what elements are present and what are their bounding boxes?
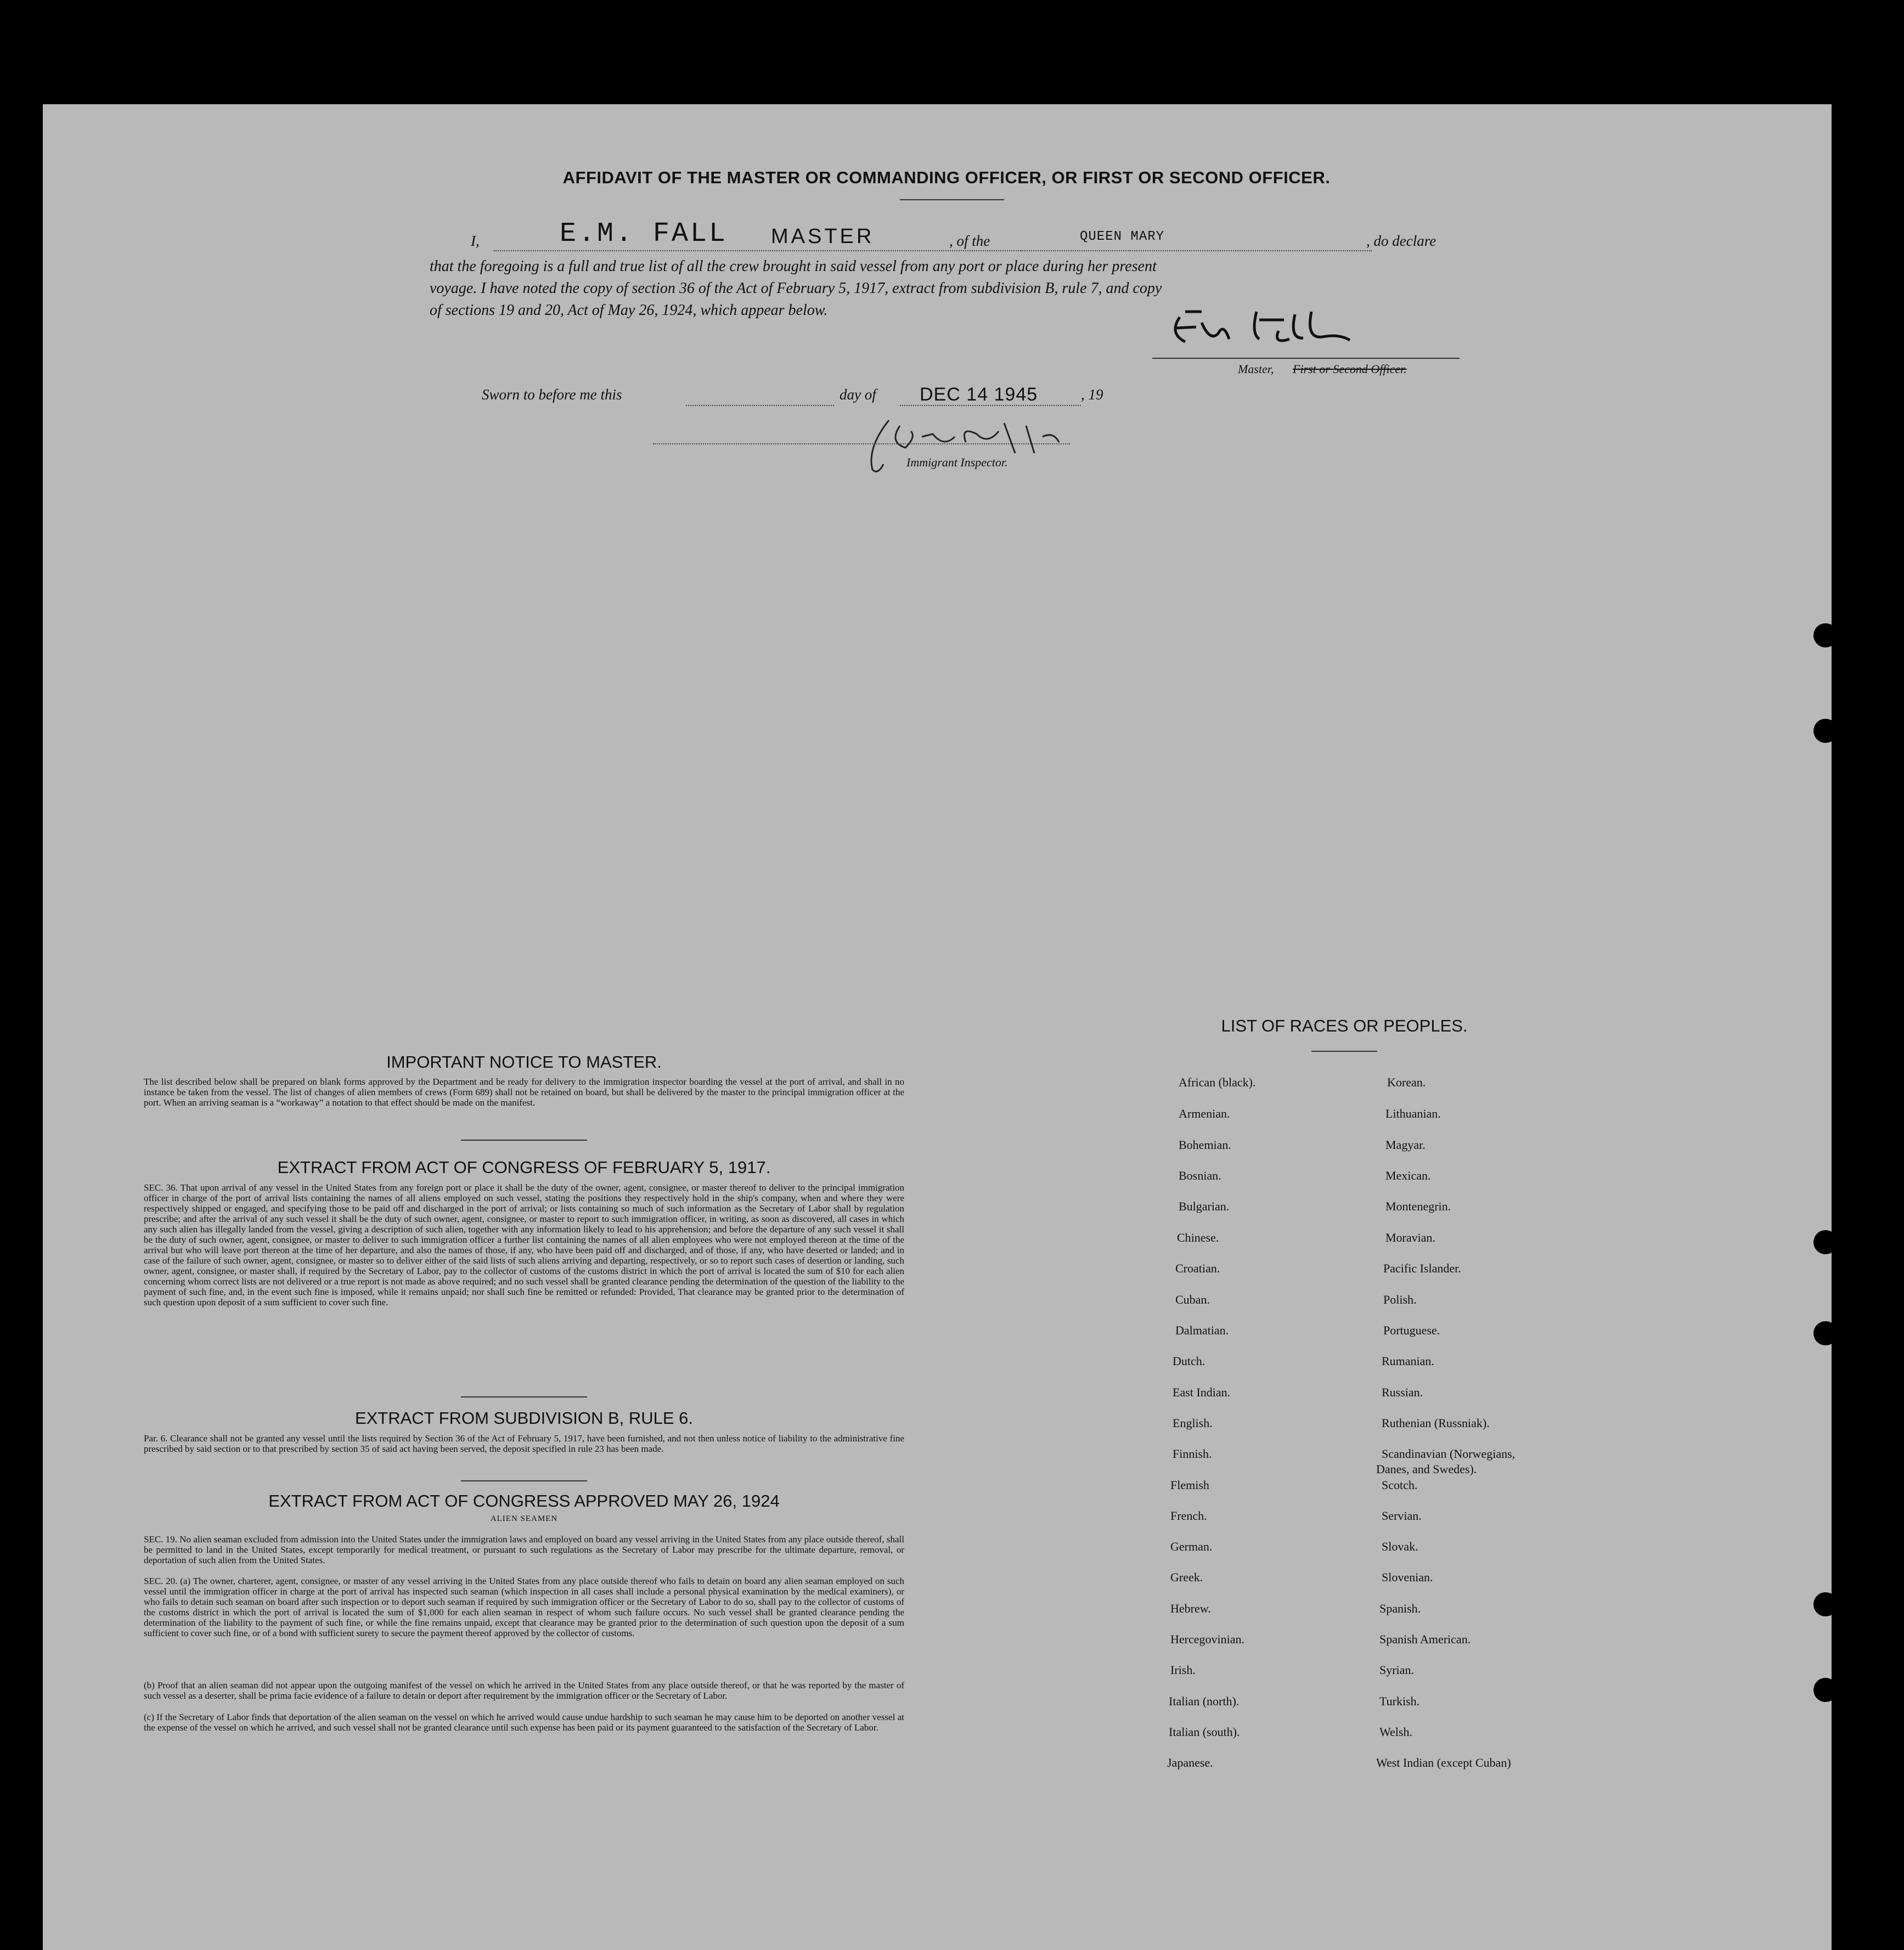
document-sheet bbox=[43, 104, 1832, 1950]
race-item: Portuguese. bbox=[1383, 1323, 1440, 1337]
extract-1917-title: EXTRACT FROM ACT OF CONGRESS OF FEBRUARY 5, 1917. bbox=[277, 1158, 771, 1177]
do-declare-label: , do declare bbox=[1366, 233, 1437, 249]
race-item: Flemish bbox=[1170, 1478, 1209, 1492]
race-item: Italian (south). bbox=[1169, 1725, 1240, 1739]
race-right-continuation: Danes, and Swedes). bbox=[1376, 1462, 1477, 1476]
race-item: French. bbox=[1170, 1509, 1207, 1523]
vessel-name: QUEEN MARY bbox=[1080, 229, 1165, 244]
race-item: Italian (north). bbox=[1169, 1694, 1240, 1708]
binder-hole bbox=[1813, 1321, 1838, 1345]
race-item: Spanish. bbox=[1379, 1602, 1421, 1615]
race-item: Turkish. bbox=[1379, 1694, 1420, 1708]
affidavit-heading: AFFIDAVIT OF THE MASTER OR COMMANDING OFFICER, OR FIRST OR SECOND OFFICER. bbox=[562, 168, 1331, 187]
race-item: Finnish. bbox=[1173, 1447, 1212, 1461]
race-item: Moravian. bbox=[1385, 1231, 1436, 1244]
binder-hole bbox=[1832, 259, 1856, 283]
master-name: E.M. FALL bbox=[560, 218, 728, 250]
race-item: Russian. bbox=[1382, 1385, 1423, 1399]
race-item: Rumanian. bbox=[1382, 1354, 1434, 1368]
of-the-label: , of the bbox=[949, 233, 990, 249]
race-item: Welsh. bbox=[1379, 1725, 1412, 1739]
officer-struck: First or Second Officer. bbox=[1293, 362, 1407, 376]
race-item: Mexican. bbox=[1385, 1169, 1431, 1182]
race-item: East Indian. bbox=[1173, 1385, 1231, 1399]
race-item: Montenegrin. bbox=[1385, 1199, 1451, 1213]
extract-1924-sec20a: SEC. 20. (a) The owner, charterer, agent, consignee, or master of any vessel arriving in the United States from any place outside thereof who fails to detain on board any alien seaman employed on such vessel until the immigration officer in charge at the port of arrival has inspected such seaman (which inspection in all cases shall include a personal physical examination by the medical examiners), or who fails to detain such seaman on board after such inspection or to deport such seaman if required by such immigration officer or the Secretary of Labor to do so, shall pay to the collector of customs of the customs district in which the port of arrival is located the sum of $1,000 for each alien seaman in respect of whom such failure occurs. No such vessel shall be granted clearance pending the determination of the liability to the payment of such fine, or while the fine remains unpaid, except that clearance may be granted prior to the determination of such question upon the deposit of a sum sufficient to cover such fine, or of a bond with sufficient surety to secure the payment thereof approved by the collector of customs. bbox=[144, 1576, 904, 1638]
binder-hole bbox=[1813, 1592, 1838, 1616]
race-item: Japanese. bbox=[1167, 1756, 1213, 1769]
extract-1917-text: SEC. 36. That upon arrival of any vessel in the United States from any foreign port or place it shall be the duty of the owner, agent, consignee, or master thereof to deliver to the principal immigration officer in charge of the port of arrival lists containing the names of all aliens employed on such vessel, stating the positions they respectively hold in the ship's company, when and where they were respectively shipped or engaged, and specifying those to be paid off and discharged in the port of arrival; or lists containing so much of such information as the Secretary of Labor shall by regulation prescribe; and after the arrival of any such vessel it shall be the duty of such owner, agent, consignee, or master to report to such immigration officer, in writing, as soon as discovered, all cases in which any such alien has illegally landed from the vessel, giving a description of such alien, together with any information likely to lead to his apprehension; and before the departure of any such vessel it shall be the duty of such owner, agent, consignee, or master to deliver to such immigration officer a further list containing the names of all alien employees who were not employed thereon at the time of the arrival but who will leave port thereon at the time of her departure, and also the names of those, if any, who have been paid off and discharged, and of those, if any, who have deserted or landed; and in case of the failure of such owner, agent, consignee, or master so to deliver either of the said lists of such aliens arriving and departing, respectively, or so to report such cases of desertion or landing, such owner, agent, consignee, or master shall, if required by the Secretary of Labor, pay to the collector of customs of the customs district in which the port of arrival is located the sum of $10 for each alien concerning whom correct lists are not delivered or a true report is not made as above required; and no such vessel shall be granted clearance pending the determination of the question of the liability to the payment of such fine, and, in the event such fine is imposed, while it remains unpaid; nor shall such fine be remitted or refunded: Provided, That clearance may be granted prior to the determination of such question upon deposit of a sum sufficient to cover such fine. bbox=[144, 1182, 904, 1307]
race-item: German. bbox=[1170, 1540, 1213, 1553]
race-item: Dutch. bbox=[1173, 1354, 1206, 1368]
notice-text: The list described below shall be prepared on blank forms approved by the Department and be ready for delivery to the immigration inspector boarding the vessel at the port of arrival, and shall in no instance be taken from the vessel. The list of changes of alien members of crews (Form 689) shall not be retained on board, but shall be delivered by the master to the principal immigration officer at the port. When an arriving seaman is a “workaway” a notation to that effect should be made on the manifest. bbox=[144, 1077, 904, 1108]
heading-rule bbox=[900, 199, 1004, 200]
race-item: Bohemian. bbox=[1179, 1138, 1231, 1152]
race-item: Slovenian. bbox=[1382, 1570, 1433, 1584]
race-item: Scotch. bbox=[1382, 1478, 1418, 1492]
rule6-title: EXTRACT FROM SUBDIVISION B, RULE 6. bbox=[354, 1408, 694, 1428]
extract-1924-subtitle: ALIEN SEAMEN bbox=[490, 1514, 558, 1523]
year-suffix: , 19 bbox=[1081, 386, 1103, 403]
race-item: Hercegovinian. bbox=[1170, 1632, 1244, 1646]
extract-1917-rule bbox=[461, 1396, 587, 1397]
race-item: Armenian. bbox=[1179, 1107, 1230, 1120]
binder-hole bbox=[1813, 1678, 1838, 1702]
sworn-day-line bbox=[686, 405, 834, 406]
races-title: LIST OF RACES OR PEOPLES. bbox=[1221, 1016, 1468, 1035]
extract-1924-sec19: SEC. 19. No alien seaman excluded from admission into the United States under the immigration laws and employed on board any vessel arriving in the United States from any place outside thereof, shall be permitted to land in the United States, except temporarily for medical treatment, or pursuant to such regulations as the Secretary of Labor may prescribe for the ultimate departure, removal, or deportation of such alien from the United States. bbox=[144, 1534, 904, 1565]
race-item: Pacific Islander. bbox=[1383, 1261, 1461, 1275]
race-item: English. bbox=[1173, 1416, 1213, 1430]
race-item: Dalmatian. bbox=[1175, 1323, 1229, 1337]
extract-1924-sec20b: (b) Proof that an alien seaman did not appear upon the outgoing manifest of the vessel on which he arrived in the United States from any place outside thereof, or that he was reported by the master of such vessel as a deserter, shall be prima facie evidence of a failure to detain or deport after requirement by the immigration officer or the Secretary of Labor. bbox=[144, 1680, 904, 1701]
binder-hole bbox=[1813, 719, 1838, 743]
race-item: Chinese. bbox=[1177, 1231, 1219, 1244]
race-item: Spanish American. bbox=[1379, 1632, 1471, 1646]
race-item: Lithuanian. bbox=[1385, 1107, 1441, 1120]
inspector-signature bbox=[856, 415, 1075, 481]
sworn-label: Sworn to before me this bbox=[482, 386, 622, 403]
binder-hole bbox=[1832, 352, 1856, 376]
race-item: African (black). bbox=[1179, 1075, 1256, 1089]
race-item: Hebrew. bbox=[1170, 1602, 1211, 1615]
notice-rule bbox=[461, 1140, 587, 1141]
affidavit-line-2: voyage. I have noted the copy of section 36 of the Act of February 5, 1917, extract from subdivision B, rule 7, and copy bbox=[430, 280, 1162, 297]
affidavit-line-3: of sections 19 and 20, Act of May 26, 1924, which appear below. bbox=[430, 302, 828, 319]
race-item: Bulgarian. bbox=[1179, 1199, 1230, 1213]
date-stamp: DEC 14 1945 bbox=[920, 384, 1038, 405]
race-item: Bosnian. bbox=[1179, 1169, 1221, 1182]
race-item: Magyar. bbox=[1385, 1138, 1426, 1152]
binder-hole bbox=[1813, 1230, 1838, 1254]
race-item: Polish. bbox=[1383, 1293, 1417, 1306]
master-sign-line bbox=[1152, 358, 1460, 359]
race-item: West Indian (except Cuban) bbox=[1376, 1756, 1511, 1769]
extract-1924-sec20c: (c) If the Secretary of Labor finds that deportation of the alien seaman on the vessel on which he arrived would cause undue hardship to such seaman he may cause him to be deported on another vessel at the expense of the vessel on which he arrived, and such vessel shall not be granted clearance until such expense has been paid or its payment guaranteed to the satisfaction of the Secretary of Labor. bbox=[144, 1712, 904, 1733]
rule6-text: Par. 6. Clearance shall not be granted any vessel until the lists required by Section 36 of the Act of February 5, 1917, have been furnished, and not then unless notice of liability to the administrative fine prescribed by said section or to that prescribed by section 35 of said act having been served, the deposit specified in rule 23 has been made. bbox=[144, 1433, 904, 1454]
race-item: Syrian. bbox=[1379, 1663, 1414, 1677]
master-rank: MASTER bbox=[771, 225, 875, 248]
vessel-line bbox=[1021, 250, 1372, 251]
race-item: Korean. bbox=[1387, 1075, 1426, 1089]
binder-hole bbox=[1832, 205, 1856, 229]
master-caption: Master, bbox=[1238, 362, 1274, 376]
master-signature bbox=[1163, 301, 1372, 356]
races-rule bbox=[1311, 1051, 1377, 1052]
race-item: Croatian. bbox=[1175, 1261, 1220, 1275]
race-item: Slovak. bbox=[1382, 1540, 1418, 1553]
rule6-rule bbox=[461, 1480, 587, 1481]
race-item: Ruthenian (Russniak). bbox=[1382, 1416, 1490, 1430]
affidavit-line-1: that the foregoing is a full and true list of all the crew brought in said vessel from any port or place during her present bbox=[430, 258, 1157, 275]
race-item: Greek. bbox=[1170, 1570, 1203, 1584]
extract-1924-title: EXTRACT FROM ACT OF CONGRESS APPROVED MAY 26, 1924 bbox=[268, 1491, 780, 1511]
affidavit-i-label: I, bbox=[471, 233, 480, 249]
binder-hole bbox=[1813, 623, 1838, 647]
race-item: Cuban. bbox=[1175, 1293, 1210, 1306]
race-item: Servian. bbox=[1382, 1509, 1422, 1523]
day-of-label: day of bbox=[840, 386, 876, 403]
inspector-caption: Immigrant Inspector. bbox=[906, 455, 1008, 469]
inspector-line bbox=[653, 443, 1070, 444]
race-item: Scandinavian (Norwegians, bbox=[1382, 1447, 1516, 1461]
race-item: Irish. bbox=[1170, 1663, 1196, 1677]
notice-title: IMPORTANT NOTICE TO MASTER. bbox=[386, 1052, 662, 1072]
